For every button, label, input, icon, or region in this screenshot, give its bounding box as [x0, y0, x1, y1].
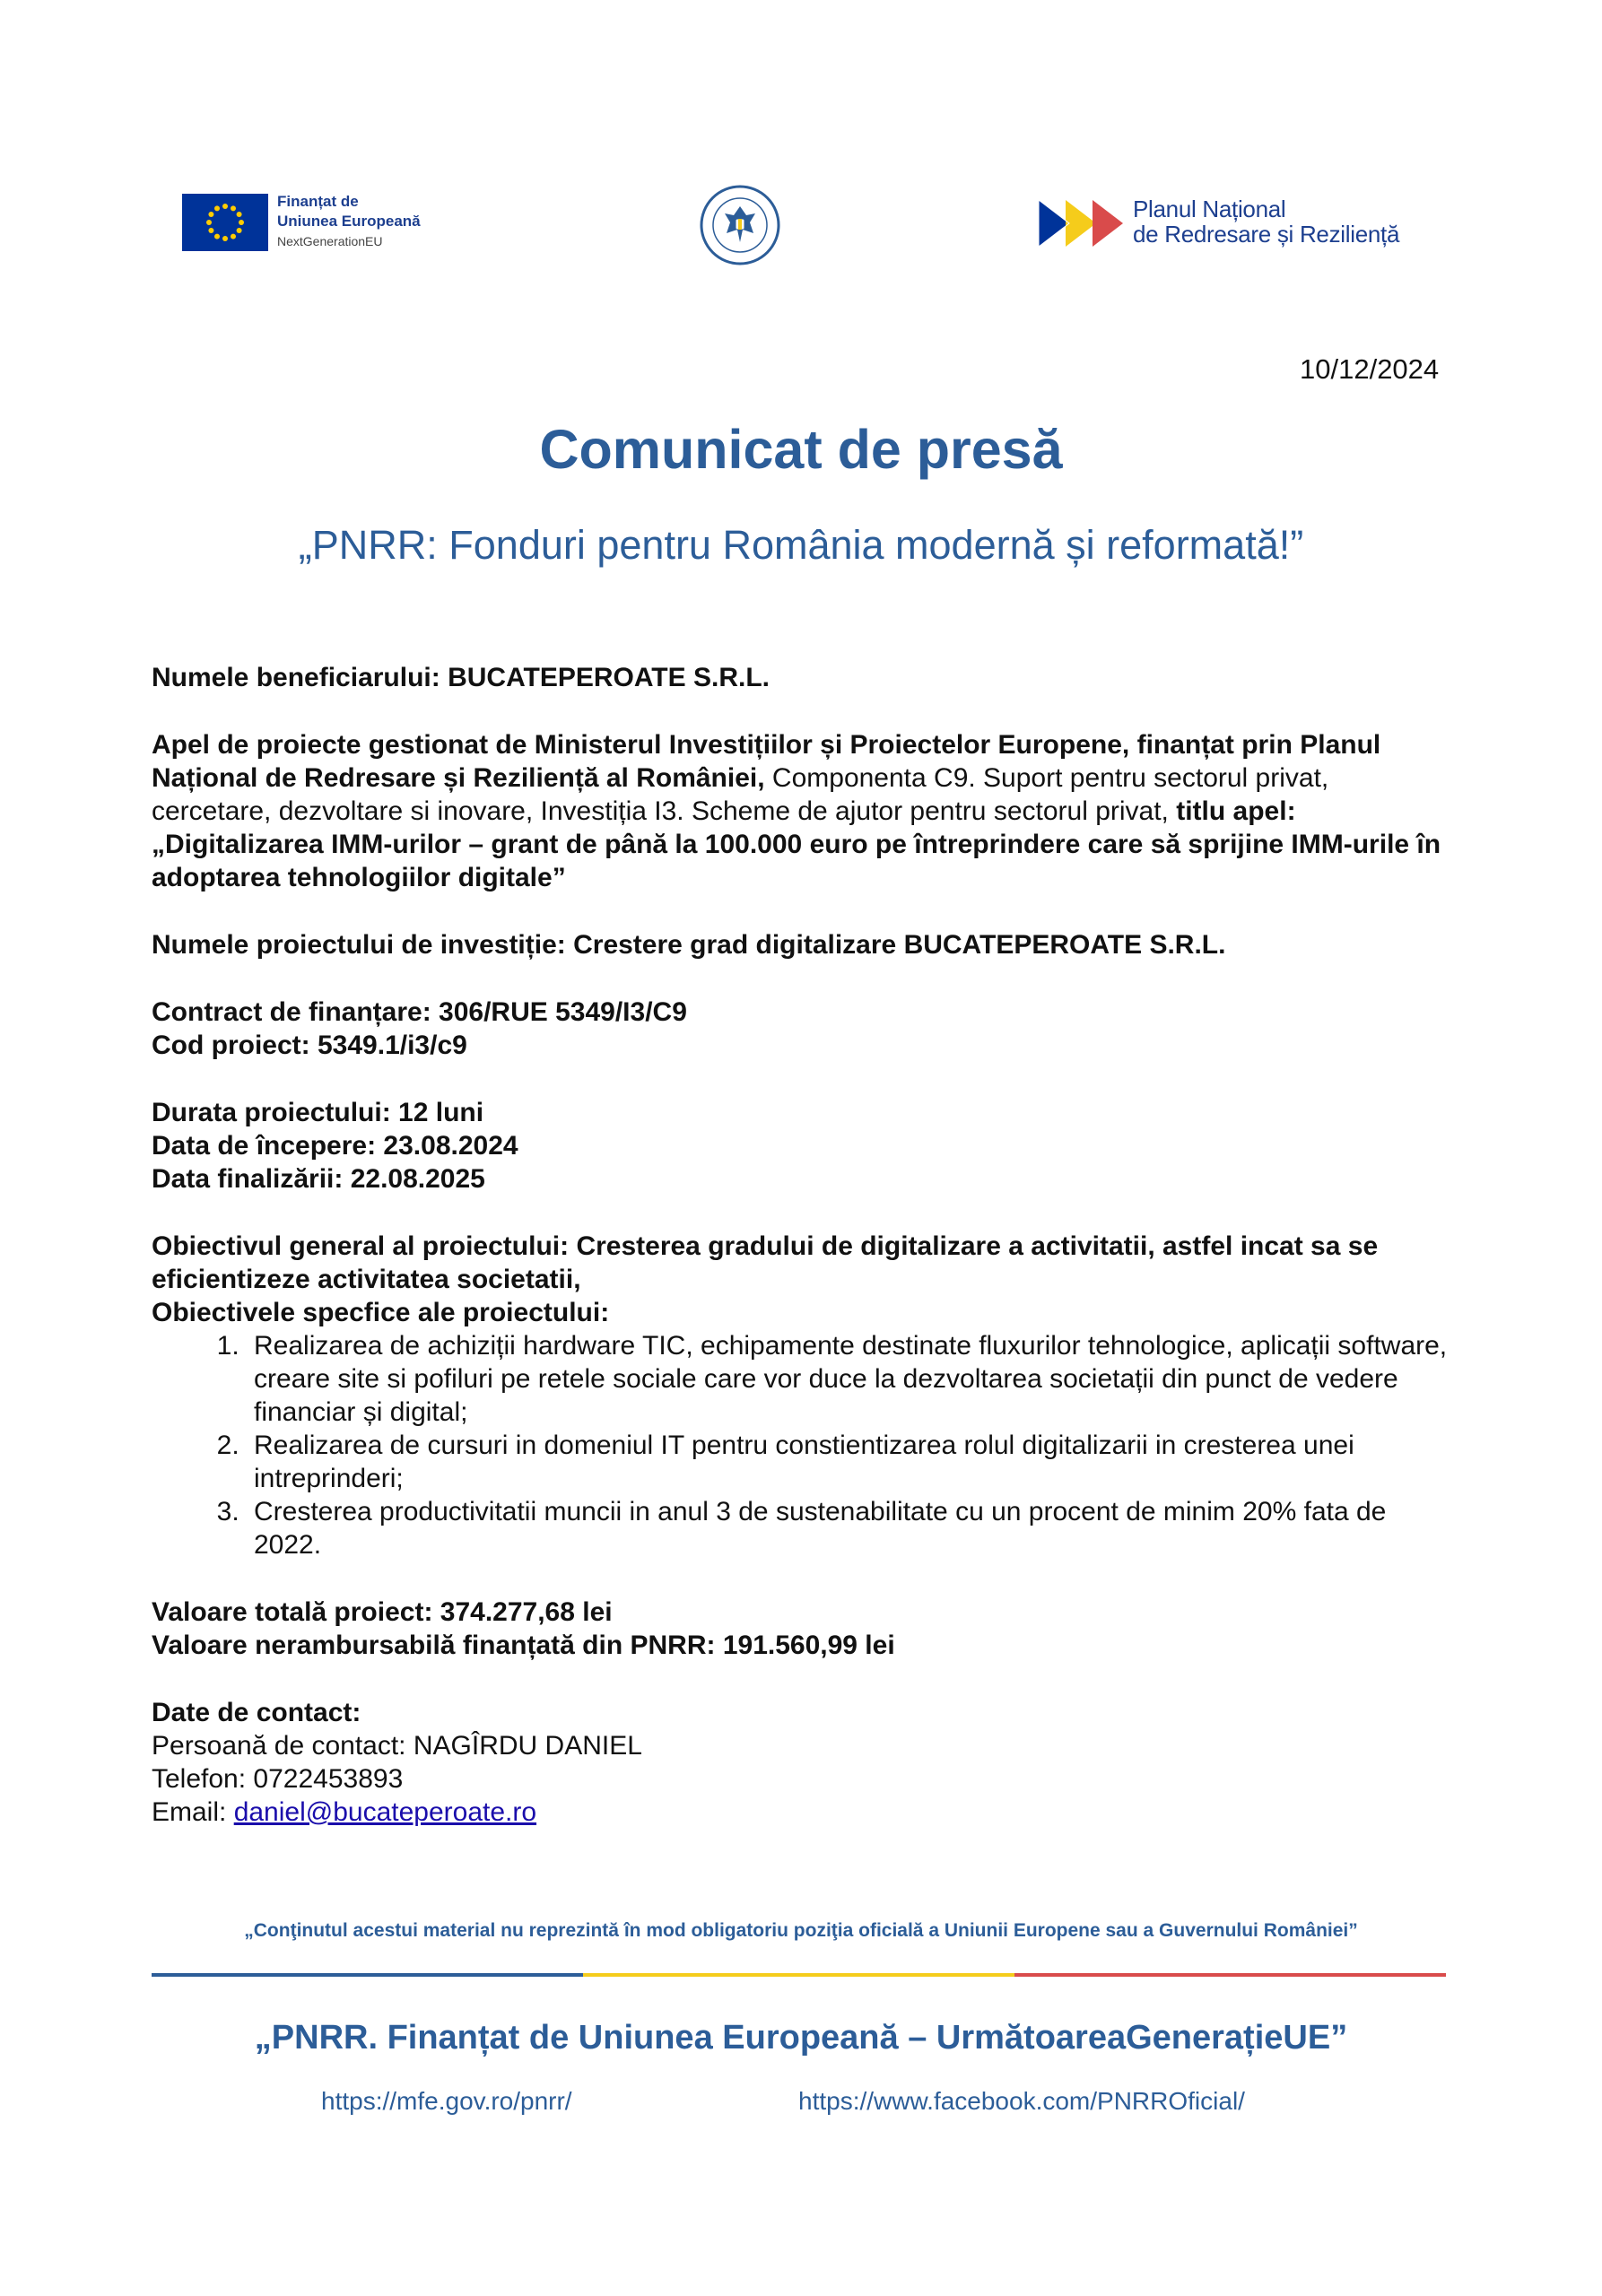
- general-objective: Obiectivul general al proiectului: Cresterea gradului de digitalizare a activitatii, astfel incat sa se eficientizeze activitatea societatii,: [152, 1231, 1379, 1294]
- contact-person: Persoană de contact: NAGÎRDU DANIEL: [152, 1731, 642, 1761]
- eu-funding-logo: [182, 190, 451, 255]
- list-item: 2. Realizarea de cursuri in domeniul IT pentru constientizarea rolul digitalizarii in cresterea unei intreprinderi;: [247, 1429, 1452, 1495]
- total-project-value: Valoare totală proiect: 374.277,68 lei: [152, 1597, 613, 1627]
- eu-logo-line3: NextGenerationEU: [277, 234, 383, 248]
- footer-disclaimer: „Conţinutul acestui material nu reprezintă în mod obligatoriu poziţia oficială a Uniunii Europene sau a Guvernului României”: [244, 1920, 1358, 1941]
- list-item: 1. Realizarea de achiziții hardware TIC, echipamente destinate fluxurilor tehnologice, aplicații software, creare site si pofiluri pe retele sociale care vor duce la dezvoltarea societații din punct de vedere financiar și digital;: [247, 1329, 1452, 1429]
- pnrr-arrows-icon: [1039, 198, 1128, 248]
- project-end-date: Data finalizării: 22.08.2025: [152, 1164, 485, 1194]
- page-subtitle: „PNRR: Fonduri pentru România modernă și reformată!”: [298, 522, 1304, 568]
- contact-email-label: Email:: [152, 1797, 234, 1827]
- call-bold-part: Apel de proiecte gestionat de Ministerul Investițiilor și Proiectelor Europene, finanțat prin Planul Național de Redresare și Reziliență al României,: [152, 730, 1381, 793]
- page-title: Comunicat de presă: [539, 419, 1063, 480]
- divider-yellow: [583, 1973, 1014, 1977]
- list-item: 3. Cresterea productivitatii muncii in anul 3 de sustenabilitate cu un procent de minim 20% fata de 2022.: [247, 1495, 1452, 1561]
- grant-value: Valoare nerambursabilă finanțată din PNRR: 191.560,99 lei: [152, 1631, 895, 1660]
- call-normal-part: Componenta C9. Suport pentru sectorul privat, cercetare, dezvoltare si inovare, Investiția I3. Scheme de ajutor pentru sectorul privat,: [152, 763, 1329, 826]
- press-release-body: [152, 661, 1452, 1829]
- pnrr-logo-line1: Planul Național: [1133, 196, 1286, 222]
- specific-objectives-list: [152, 1329, 1452, 1561]
- divider-blue: [152, 1973, 583, 1977]
- specific-objectives-heading: Obiectivele specfice ale proiectului:: [152, 1298, 610, 1327]
- pnrr-logo-line2: de Redresare și Reziliență: [1133, 221, 1400, 248]
- eu-flag-icon: [182, 194, 268, 251]
- facebook-pnrr-link[interactable]: https://www.facebook.com/PNRROficial/: [798, 2087, 1245, 2115]
- divider-red: [1014, 1973, 1446, 1977]
- mfe-pnrr-link[interactable]: https://mfe.gov.ro/pnrr/: [321, 2087, 572, 2115]
- romanian-government-seal-icon: [700, 185, 780, 265]
- eu-logo-line1: Finanțat de: [277, 193, 359, 210]
- project-name: Numele proiectului de investiție: Crestere grad digitalizare BUCATEPEROATE S.R.L.: [152, 930, 1226, 960]
- call-description: [152, 728, 1452, 894]
- project-start-date: Data de începere: 23.08.2024: [152, 1131, 518, 1161]
- project-code: Cod proiect: 5349.1/i3/c9: [152, 1031, 467, 1060]
- eu-logo-line2: Uniunea Europeană: [277, 213, 421, 230]
- contact-phone: Telefon: 0722453893: [152, 1764, 404, 1794]
- financing-contract: Contract de finanțare: 306/RUE 5349/I3/C9: [152, 997, 687, 1027]
- call-title-part: titlu apel: „Digitalizarea IMM-urilor – grant de până la 100.000 euro pe întreprindere care să sprijine IMM-urile în adoptarea tehnologiilor digitale”: [152, 796, 1441, 892]
- beneficiary-name: Numele beneficiarului: BUCATEPEROATE S.R.L.: [152, 663, 770, 692]
- pnrr-logo: [1039, 193, 1433, 252]
- project-duration: Durata proiectului: 12 luni: [152, 1098, 484, 1127]
- tricolor-divider: [152, 1973, 1446, 1977]
- contact-email-link[interactable]: daniel@bucateperoate.ro: [233, 1797, 537, 1827]
- release-date: 10/12/2024: [1300, 353, 1440, 385]
- contact-email-line: [152, 1796, 1452, 1829]
- contact-heading: Date de contact:: [152, 1698, 361, 1727]
- footer-slogan: „PNRR. Finanțat de Uniunea Europeană – UrmătoareaGenerațieUE”: [254, 2019, 1348, 2057]
